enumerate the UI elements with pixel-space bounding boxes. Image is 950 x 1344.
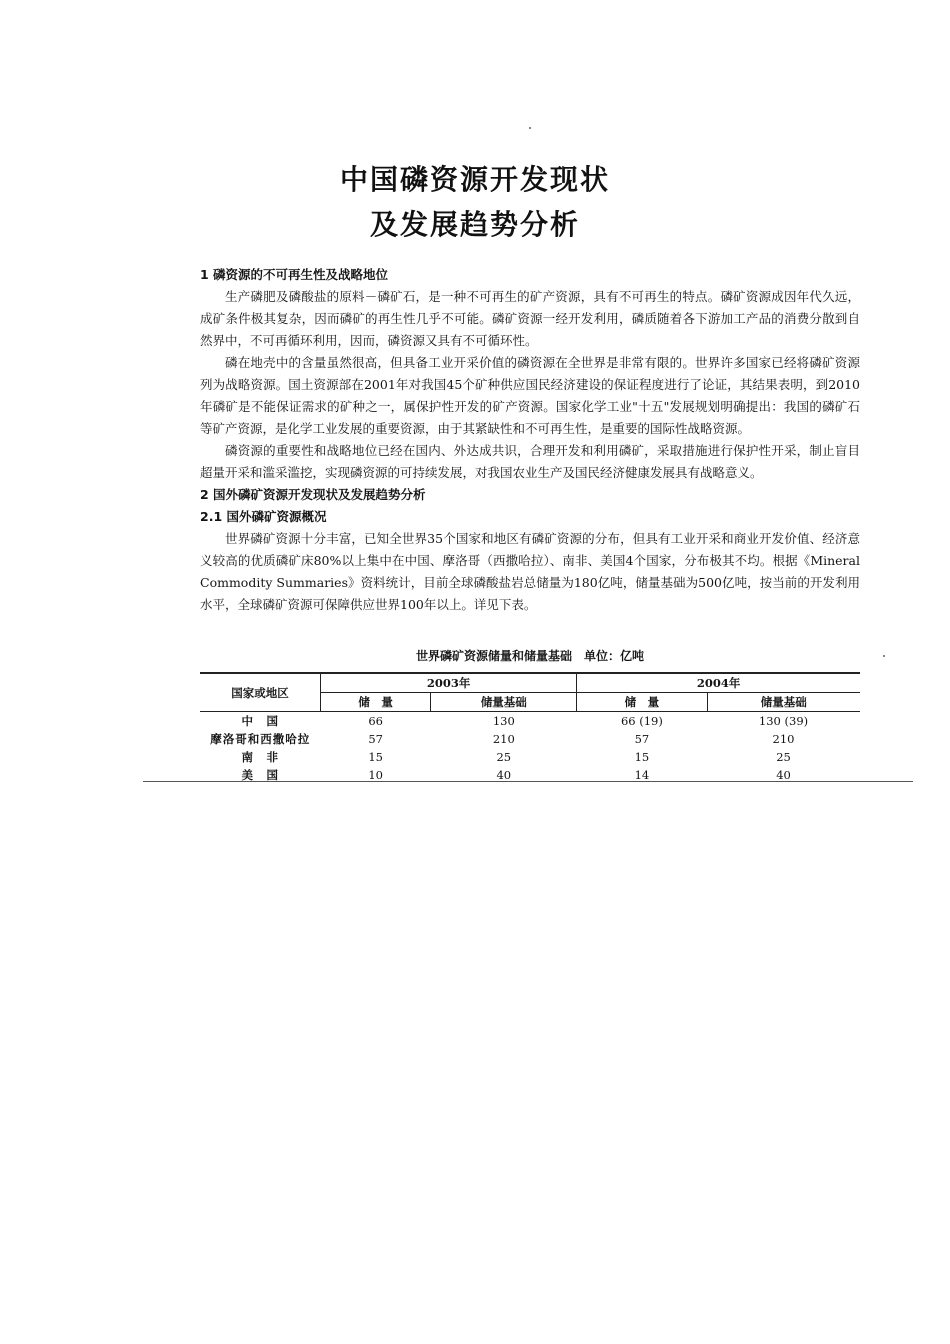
year-2003-header: 2003年 <box>321 673 577 693</box>
reserve-base-2004-cell: 210 <box>772 732 795 746</box>
country-cell: 摩洛哥和西撒哈拉 <box>210 732 311 746</box>
section2-1-paragraph: 世界磷矿资源十分丰富，已知全世界35个国家和地区有磷矿资源的分布，但具有工业开采和商业开发价值、经济意义较高的优质磷矿床80%以上集中在中国、摩洛哥（西撒哈拉）、南非、美国4个国家，分布极其不均。根据《Mineral Commodity Summaries》资料统计，目前全球磷酸盐岩总储量为180亿吨，储量基础为500亿吨，按当前的开发利用水平，全球磷矿资源可保障供应世界100年以上。详见下表。 <box>200 531 860 612</box>
reserves-table <box>200 672 860 784</box>
reserves-2004-header: 储 量 <box>577 693 707 712</box>
reserve-base-2004-cell: 25 <box>776 750 791 764</box>
reserve-base-2003-cell: 130 <box>492 714 515 728</box>
section1-paragraph-3: 磷资源的重要性和战略地位已经在国内、外达成共识，合理开发和利用磷矿，采取措施进行保护性开采，制止盲目超量开采和滥采滥挖，实现磷资源的可持续发展，对我国农业生产及国民经济健康发展具有战略意义。 <box>200 443 860 480</box>
table-row <box>200 712 860 731</box>
section2-1-heading: 2.1 国外磷矿资源概况 <box>200 509 327 524</box>
reserves-2003-cell: 10 <box>368 768 383 782</box>
reserve-base-2003-cell: 210 <box>492 732 515 746</box>
document-body <box>200 264 860 616</box>
reserve-base-2004-header: 储量基础 <box>707 693 860 712</box>
reserves-2003-header: 储 量 <box>321 693 431 712</box>
country-cell: 中 国 <box>241 714 279 728</box>
country-column-header: 国家或地区 <box>200 673 321 712</box>
reserves-2004-cell: 66 (19) <box>620 714 663 728</box>
reserves-2003-cell: 57 <box>368 732 383 746</box>
reserves-table-area <box>200 646 860 784</box>
reserve-base-2003-cell: 25 <box>496 750 512 764</box>
reserves-2004-cell: 15 <box>634 750 650 764</box>
section1-heading: 1 磷资源的不可再生性及战略地位 <box>200 267 389 282</box>
section1-paragraph-1: 生产磷肥及磷酸盐的原料－磷矿石，是一种不可再生的矿产资源，具有不可再生的特点。磷矿资源成因年代久远，成矿条件极其复杂，因而磷矿的再生性几乎不可能。磷矿资源一经开发利用，磷质随着各下游加工产品的消费分散到自然界中，不可再循环利用，因而，磷资源又具有不可循环性。 <box>200 289 860 348</box>
document-title-line2: 及发展趋势分析 <box>369 208 580 241</box>
scan-speck <box>529 127 531 129</box>
section1-paragraph-2: 磷在地壳中的含量虽然很高，但具备工业开采价值的磷资源在全世界是非常有限的。世界许多国家已经将磷矿资源列为战略资源。国土资源部在2001年对我国45个矿种供应国民经济建设的保证程度进行了论证，其结果表明，到2010年磷矿是不能保证需求的矿种之一，属保护性开发的矿产资源。国家化学工业"十五"发展规划明确提出：我国的磷矿石等矿产资源，是化学工业发展的重要资源，由于其紧缺性和不可再生性，是重要的国际性战略资源。 <box>200 355 860 436</box>
reserves-2003-cell: 66 <box>368 714 383 728</box>
reserve-base-2004-cell: 40 <box>776 768 791 782</box>
reserve-base-2003-header: 储量基础 <box>431 693 577 712</box>
reserves-2004-cell: 57 <box>634 732 650 746</box>
country-cell: 南 非 <box>241 750 279 764</box>
reserves-2003-cell: 15 <box>368 750 383 764</box>
section2-heading: 2 国外磷矿资源开发现状及发展趋势分析 <box>200 487 426 502</box>
reserve-base-2004-cell: 130 (39) <box>758 714 809 728</box>
reserves-2004-cell: 14 <box>634 768 650 782</box>
table-row <box>200 748 860 766</box>
country-cell: 美 国 <box>241 768 279 782</box>
scan-edge-line <box>143 781 913 782</box>
document-title-line1: 中国磷资源开发现状 <box>339 163 610 196</box>
year-2004-header: 2004年 <box>577 673 860 693</box>
reserve-base-2003-cell: 40 <box>496 768 512 782</box>
table-caption: 世界磷矿资源储量和储量基础 单位：亿吨 <box>415 649 644 663</box>
table-row <box>200 730 860 748</box>
scan-speck <box>883 655 885 657</box>
